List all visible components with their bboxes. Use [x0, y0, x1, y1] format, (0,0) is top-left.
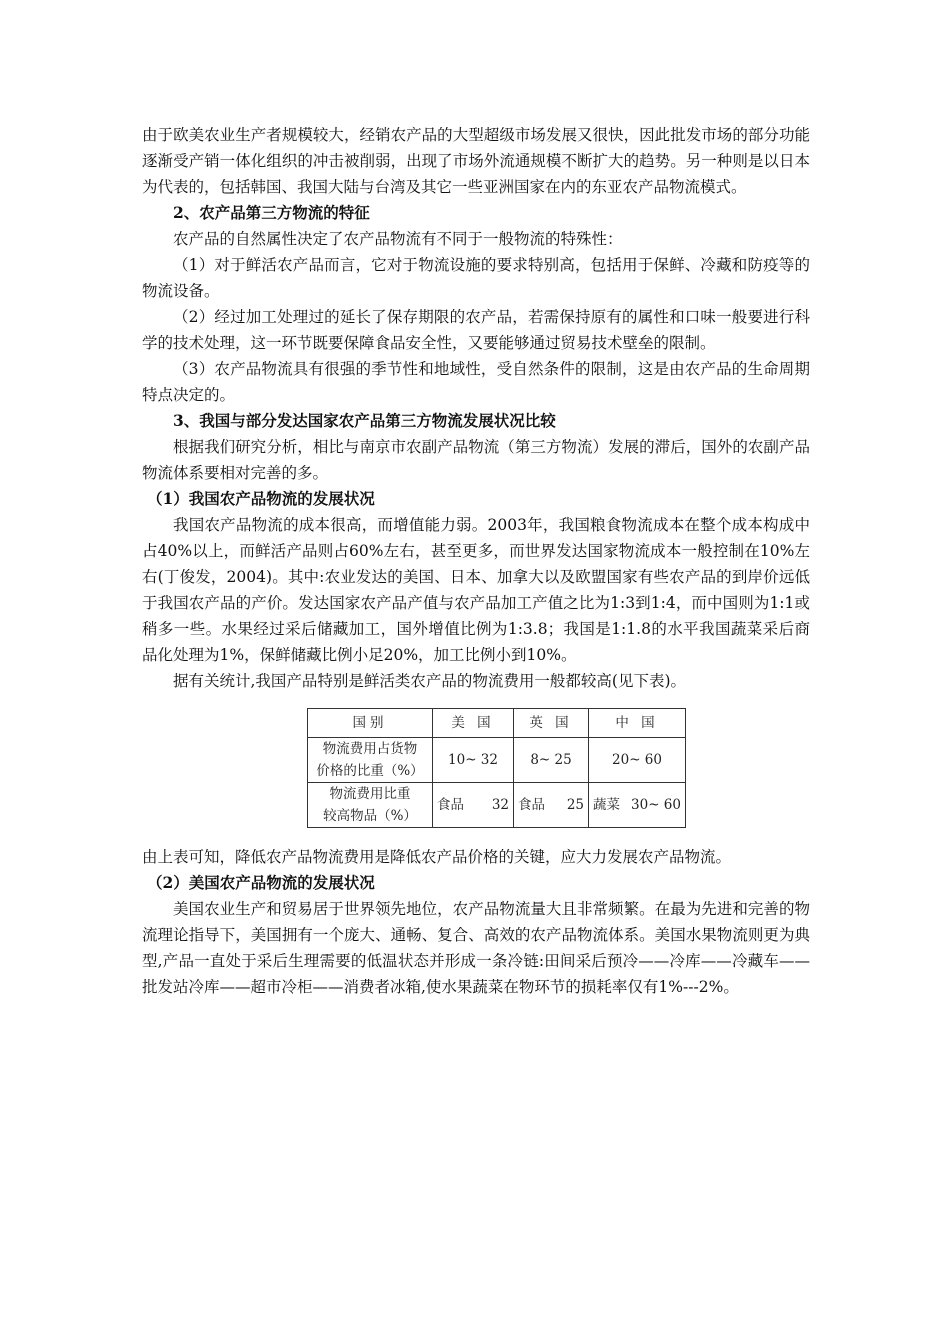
- table-header-usa: 美 国: [433, 709, 514, 738]
- cell-item: 食品: [518, 797, 545, 813]
- section-heading-3: 3、我国与部分发达国家农产品第三方物流发展状况比较: [173, 411, 556, 430]
- table-row: [308, 738, 686, 783]
- subsection-heading-1: （1）我国农产品物流的发展状况: [147, 489, 375, 508]
- row-label-line: 价格的比重（%）: [316, 763, 424, 779]
- subsection-heading-2: （2）美国农产品物流的发展状况: [147, 873, 375, 892]
- paragraph-4: （2）经过加工处理过的延长了保存期限的农产品，若需保持原有的属性和口味一般要进行科学的技术处理，这一环节既要保障食品安全性，又要能够通过贸易技术壁垒的限制。: [142, 308, 810, 352]
- paragraph-3: （1）对于鲜活农产品而言，它对于物流设施的要求特别高，包括用于保鲜、冷藏和防疫等的物流设备。: [142, 256, 810, 300]
- table-cell-usa: 10~ 32: [433, 738, 514, 783]
- paragraph-5: （3）农产品物流具有很强的季节性和地域性，受自然条件的限制，这是由农产品的生命周期特点决定的。: [142, 360, 810, 404]
- table-header-row: [308, 709, 686, 738]
- document-page: [142, 122, 810, 1000]
- paragraph-10: 美国农业生产和贸易居于世界领先地位，农产品物流量大且非常频繁。在最为先进和完善的物流理论指导下，美国拥有一个庞大、通畅、复合、高效的农产品物流体系。美国水果物流则更为典型,产品一直处于采后生理需要的低温状态并形成一条冷链:田间采后预冷——冷库——冷藏车——批发站冷库——超市冷柜——消费者冰箱,使水果蔬菜在物环节的损耗率仅有1%---2%。: [142, 900, 810, 996]
- row-label-line: 物流费用比重: [329, 786, 411, 802]
- table-header-china: 中 国: [589, 709, 686, 738]
- cell-value: 25: [566, 797, 584, 813]
- paragraph-6: 根据我们研究分析，相比与南京市农副产品物流（第三方物流）发展的滞后，国外的农副产品物流体系要相对完善的多。: [142, 438, 810, 482]
- table-header-country: 国别: [308, 709, 433, 738]
- table-row: [308, 783, 686, 828]
- cell-value: 30~ 60: [631, 797, 681, 813]
- paragraph-2: 农产品的自然属性决定了农产品物流有不同于一般物流的特殊性：: [173, 230, 623, 248]
- table-header-uk: 英 国: [514, 709, 589, 738]
- table-row-label: [308, 738, 433, 783]
- cell-item: 食品: [437, 797, 464, 813]
- logistics-cost-table: [307, 708, 686, 828]
- cell-value: 32: [491, 797, 509, 813]
- table-cell-uk: 8~ 25: [514, 738, 589, 783]
- row-label-line: 物流费用占货物: [322, 741, 418, 757]
- table-cell-china: [589, 783, 686, 828]
- table-cell-china: 20~ 60: [589, 738, 686, 783]
- table-cell-uk: [514, 783, 589, 828]
- paragraph-7: 我国农产品物流的成本很高，而增值能力弱。2003年，我国粮食物流成本在整个成本构成中占40%以上，而鲜活产品则占60%左右，甚至更多，而世界发达国家物流成本一般控制在10%左右(丁俊发，2004)。其中:农业发达的美国、日本、加拿大以及欧盟国家有些农产品的到岸价远低于我国农产品的产价。发达国家农产品产值与农产品加工产值之比为1:3到1:4，而中国则为1:1或稍多一些。水果经过采后储藏加工，国外增值比例为1:3.8；我国是1:1.8的水平我国蔬菜采后商品化处理为1%，保鲜储藏比例小足20%，加工比例小到10%。: [142, 516, 810, 664]
- table-container: [307, 708, 810, 828]
- row-label-line: 较高物品（%）: [323, 808, 417, 824]
- cell-item: 蔬菜: [593, 797, 620, 813]
- table-row-label: [308, 783, 433, 828]
- table-cell-usa: [433, 783, 514, 828]
- section-heading-2: 2、农产品第三方物流的特征: [173, 203, 370, 222]
- paragraph-9: 由上表可知，降低农产品物流费用是降低农产品价格的关键，应大力发展农产品物流。: [142, 848, 732, 866]
- paragraph-1: 由于欧美农业生产者规模较大，经销农产品的大型超级市场发展又很快，因此批发市场的部分功能逐渐受产销一体化组织的冲击被削弱，出现了市场外流通规模不断扩大的趋势。另一种则是以日本为代表的，包括韩国、我国大陆与台湾及其它一些亚洲国家在内的东亚农产品物流模式。: [142, 126, 810, 196]
- paragraph-8: 据有关统计,我国产品特别是鲜活类农产品的物流费用一般都较高(见下表)。: [173, 672, 687, 690]
